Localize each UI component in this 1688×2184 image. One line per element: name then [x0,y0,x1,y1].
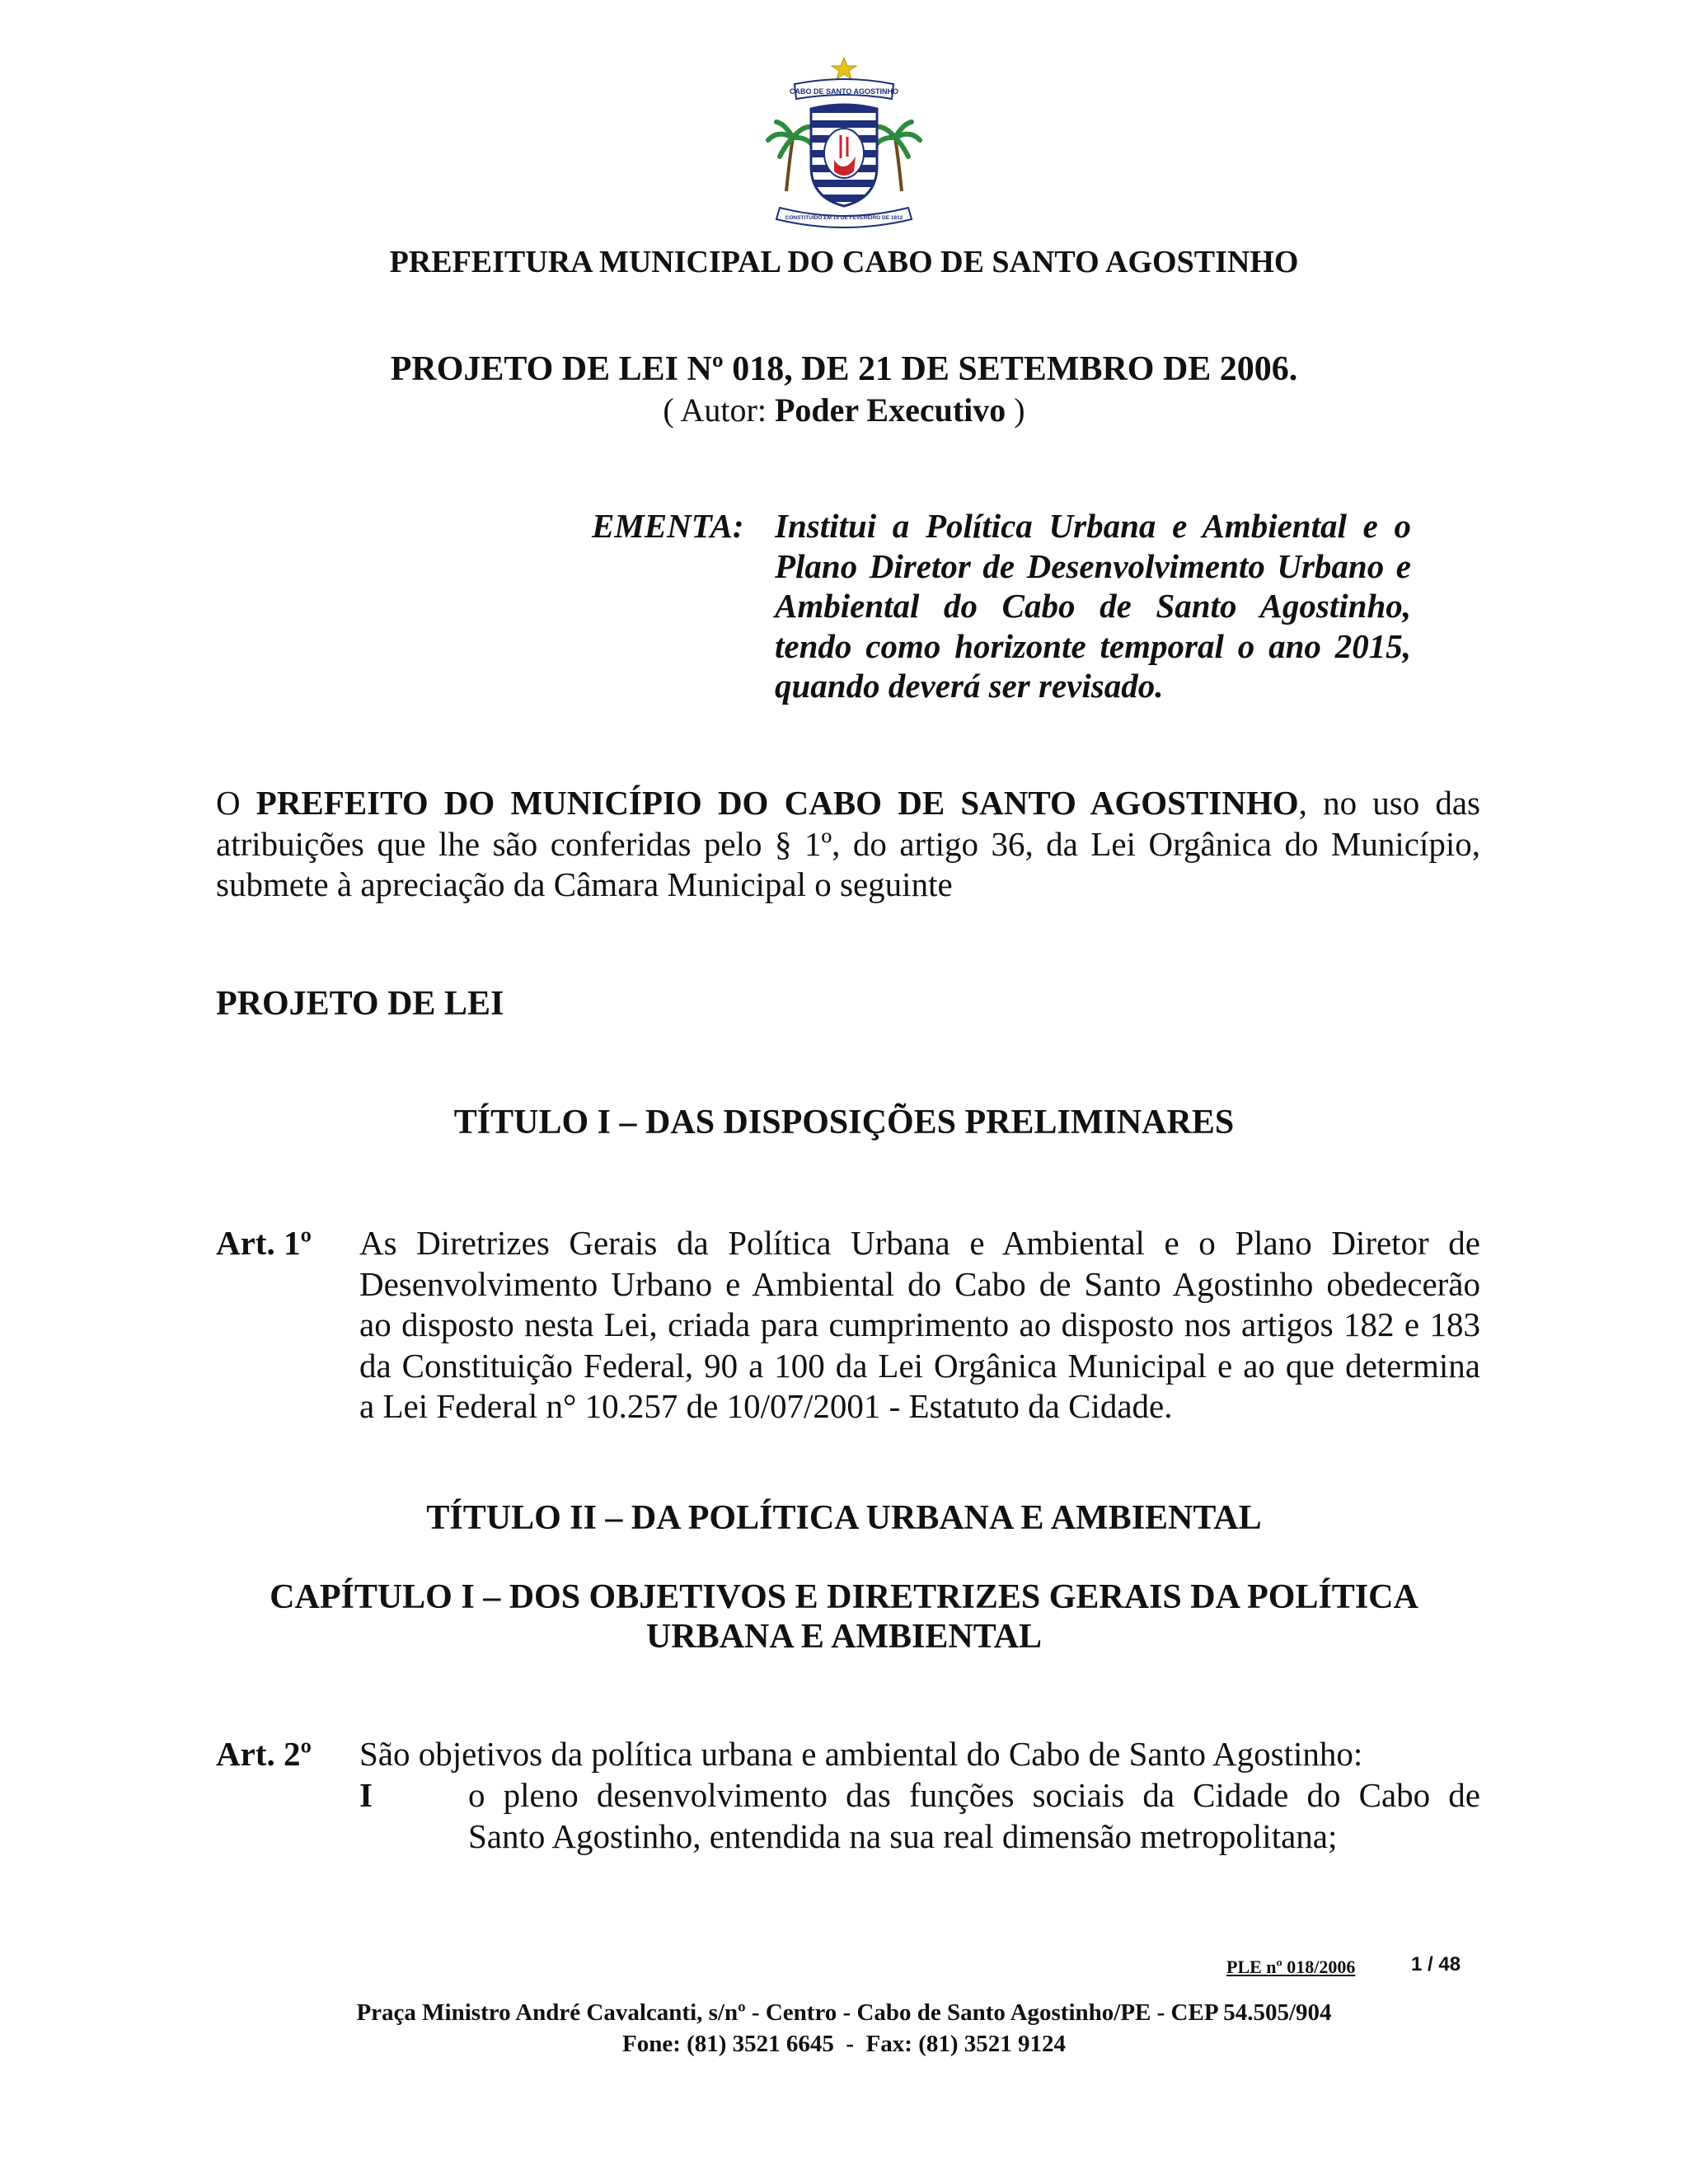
page-number: 1 / 48 [1411,1953,1461,1975]
ementa-line: Institui a Política Urbana e Ambiental e o [775,507,1411,545]
ementa-line: Plano Diretor de Desenvolvimento Urbano e [775,546,1411,585]
bill-title: PROJETO DE LEI Nº 018, DE 21 DE SETEMBRO DE 2006. [390,350,1298,388]
crest-ribbon-text: CONSTITUÍDO EM 15 DE FEVEREIRO DE 1812 [785,215,903,221]
ementa-text [775,506,1411,706]
art-1-label: Art. 1º [216,1224,312,1262]
ementa-line: Ambiental do Cabo de Santo Agostinho, [775,587,1411,625]
preamble-authority: PREFEITO DO MUNICÍPIO DO CABO DE SANTO AGOSTINHO [256,784,1299,822]
art-1-line: As Diretrizes Gerais da Política Urbana e Ambiental e o Plano Diretor de [359,1224,1480,1262]
crest-banner-text: CABO DE SANTO AGOSTINHO [789,87,899,96]
art-2-intro-line: São objetivos da política urbana e ambiental do Cabo de Santo Agostinho: [359,1735,1363,1773]
art-2-item-line: o pleno desenvolvimento das funções sociais da Cidade do Cabo de [468,1776,1480,1814]
footer-address: Praça Ministro André Cavalcanti, s/nº - Centro - Cabo de Santo Agostinho/PE - CEP 54.505/904 [356,1999,1332,2026]
preamble-line-3: submete à apreciação da Câmara Municipal o seguinte [216,865,953,903]
preamble-rest: , no uso das [1298,784,1481,822]
art-1-line: a Lei Federal n° 10.257 de 10/07/2001 - Estatuto da Cidade. [359,1387,1173,1425]
art-2-item-numeral: I [359,1776,373,1814]
preamble-line-2: atribuições que lhe são conferidas pelo § 1º, do artigo 36, da Lei Orgânica do Município, [216,824,1480,863]
ementa-label: EMENTA: [592,507,744,545]
institution-header: PREFEITURA MUNICIPAL DO CABO DE SANTO AGOSTINHO [389,245,1299,279]
art-1-line: da Constituição Federal, 90 a 100 da Lei Orgânica Municipal e ao que determina [359,1346,1480,1385]
author-name: Poder Executivo [774,391,1006,429]
preamble-line-1 [216,783,1480,824]
titulo-1-heading: TÍTULO I – DAS DISPOSIÇÕES PRELIMINARES [453,1104,1235,1141]
titulo-2-heading: TÍTULO II – DA POLÍTICA URBANA E AMBIENTAL [426,1499,1262,1537]
author-prefix: ( Autor: [663,391,767,429]
preamble [216,783,1480,906]
art-2-label: Art. 2º [216,1735,312,1773]
municipal-coat-of-arms-icon [762,51,926,232]
art-1-text [359,1223,1480,1427]
document-reference: PLE nº 018/2006 [1226,1957,1356,1977]
ementa-line: quando deverá ser revisado. [775,667,1164,705]
section-label: PROJETO DE LEI [216,985,504,1023]
art-2-item-line: Santo Agostinho, entendida na sua real dimensão metropolitana; [468,1816,1338,1855]
art-2-intro [359,1734,1480,1775]
bill-author-line [0,391,1688,429]
municipal-crest [762,51,926,232]
capitulo-1-heading-line-1: CAPÍTULO I – DOS OBJETIVOS E DIRETRIZES GERAIS DA POLÍTICA [270,1578,1418,1616]
author-suffix: ) [1014,391,1025,429]
footer-phones: Fone: (81) 3521 6645 - Fax: (81) 3521 9124 [621,2031,1067,2057]
ementa-line: tendo como horizonte temporal o ano 2015, [775,626,1411,665]
art-1-line: ao disposto nesta Lei, criada para cumprimento ao disposto nos artigos 182 e 183 [359,1305,1480,1343]
capitulo-1-heading-line-2: URBANA E AMBIENTAL [646,1618,1042,1656]
preamble-lead: O [216,784,241,822]
art-2-item-text [468,1775,1480,1857]
art-1-line: Desenvolvimento Urbano e Ambiental do Cabo de Santo Agostinho obedecerão [359,1264,1480,1303]
